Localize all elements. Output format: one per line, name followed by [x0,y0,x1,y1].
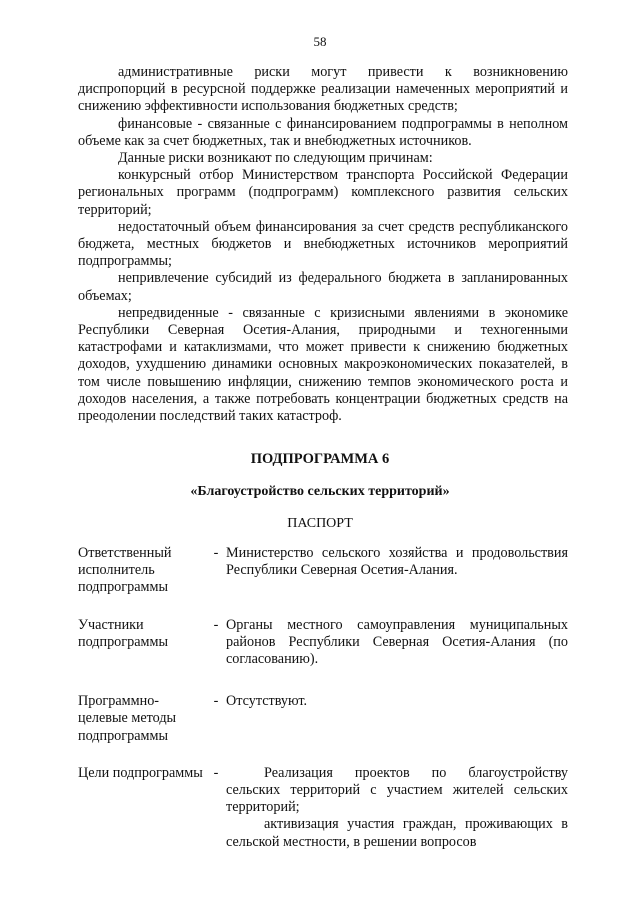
passport-goal-text: активизация участия граждан, проживающих в сельской местности, в решении вопросов [226,816,568,850]
passport-heading: ПАСПОРТ [287,516,353,531]
subprogram-title: «Благоустройство сельских территорий» [190,484,450,499]
passport-row-label: Программно-целевые методы подпрограммы [78,693,177,744]
passport-row-label: Ответственный исполнитель подпрограммы [78,545,172,596]
paragraph: непредвиденные - связанные с кризисными явлениями в экономике Республики Северная Осетия-Алания, природными и техногенными катастрофами и катаклизмами, что может привести к снижению бюджетных доходов, ухудшению динамики основных макроэкономических показателей, в том числе повышению инфляции, снижению темпов экономического роста и доходов населения, а также потребовать концентрации бюджетных средств на преодолении последствий таких катастроф. [78,304,568,425]
body-text [78,64,568,425]
passport-row-value: Министерство сельского хозяйства и продовольствия Республики Северная Осетия-Алания. [226,545,568,579]
passport-row [78,545,568,597]
passport-row-value: Органы местного самоуправления муниципальных районов Республики Северная Осетия-Алания (по согласованию). [226,616,568,668]
passport-row-value: Отсутствуют. [226,693,308,710]
passport-row-label: Цели подпрограммы [78,764,203,781]
paragraph: непривлечение субсидий из федерального бюджета в запланированных объемах; [78,270,568,304]
paragraph: конкурсный отбор Министерством транспорта Российской Федерации региональных программ (подпрограмм) комплексного развития сельских территорий; [78,167,568,218]
subprogram-heading: ПОДПРОГРАММА 6 [250,451,390,467]
passport-row-dash: - [213,693,219,710]
passport-goal-text: Реализация проектов по благоустройству сельских территорий с участием жителей сельских территорий; [226,764,568,816]
paragraph: Данные риски возникают по следующим причинам: [118,150,433,167]
passport-row [78,765,568,851]
passport-row-dash: - [213,616,219,633]
passport-row [78,617,568,669]
paragraph: финансовые - связанные с финансированием подпрограммы в неполном объеме как за счет бюджетных, так и внебюджетных источников. [78,115,568,149]
page-number: 58 [313,34,327,49]
paragraph: недостаточный объем финансирования за счет средств республиканского бюджета, местных бюджетов и внебюджетных источников мероприятий подпрограммы; [78,218,568,270]
passport-row-dash: - [213,545,219,561]
passport-table [78,545,568,851]
paragraph: административные риски могут привести к возникновению диспропорций в ресурсной поддержке реализации намеченных мероприятий и снижению эффективности использования бюджетных средств; [78,64,568,115]
passport-row-value [226,765,568,851]
passport-row-dash: - [213,764,219,781]
passport-row-label: Участники подпрограммы [78,616,168,650]
passport-row [78,693,568,745]
